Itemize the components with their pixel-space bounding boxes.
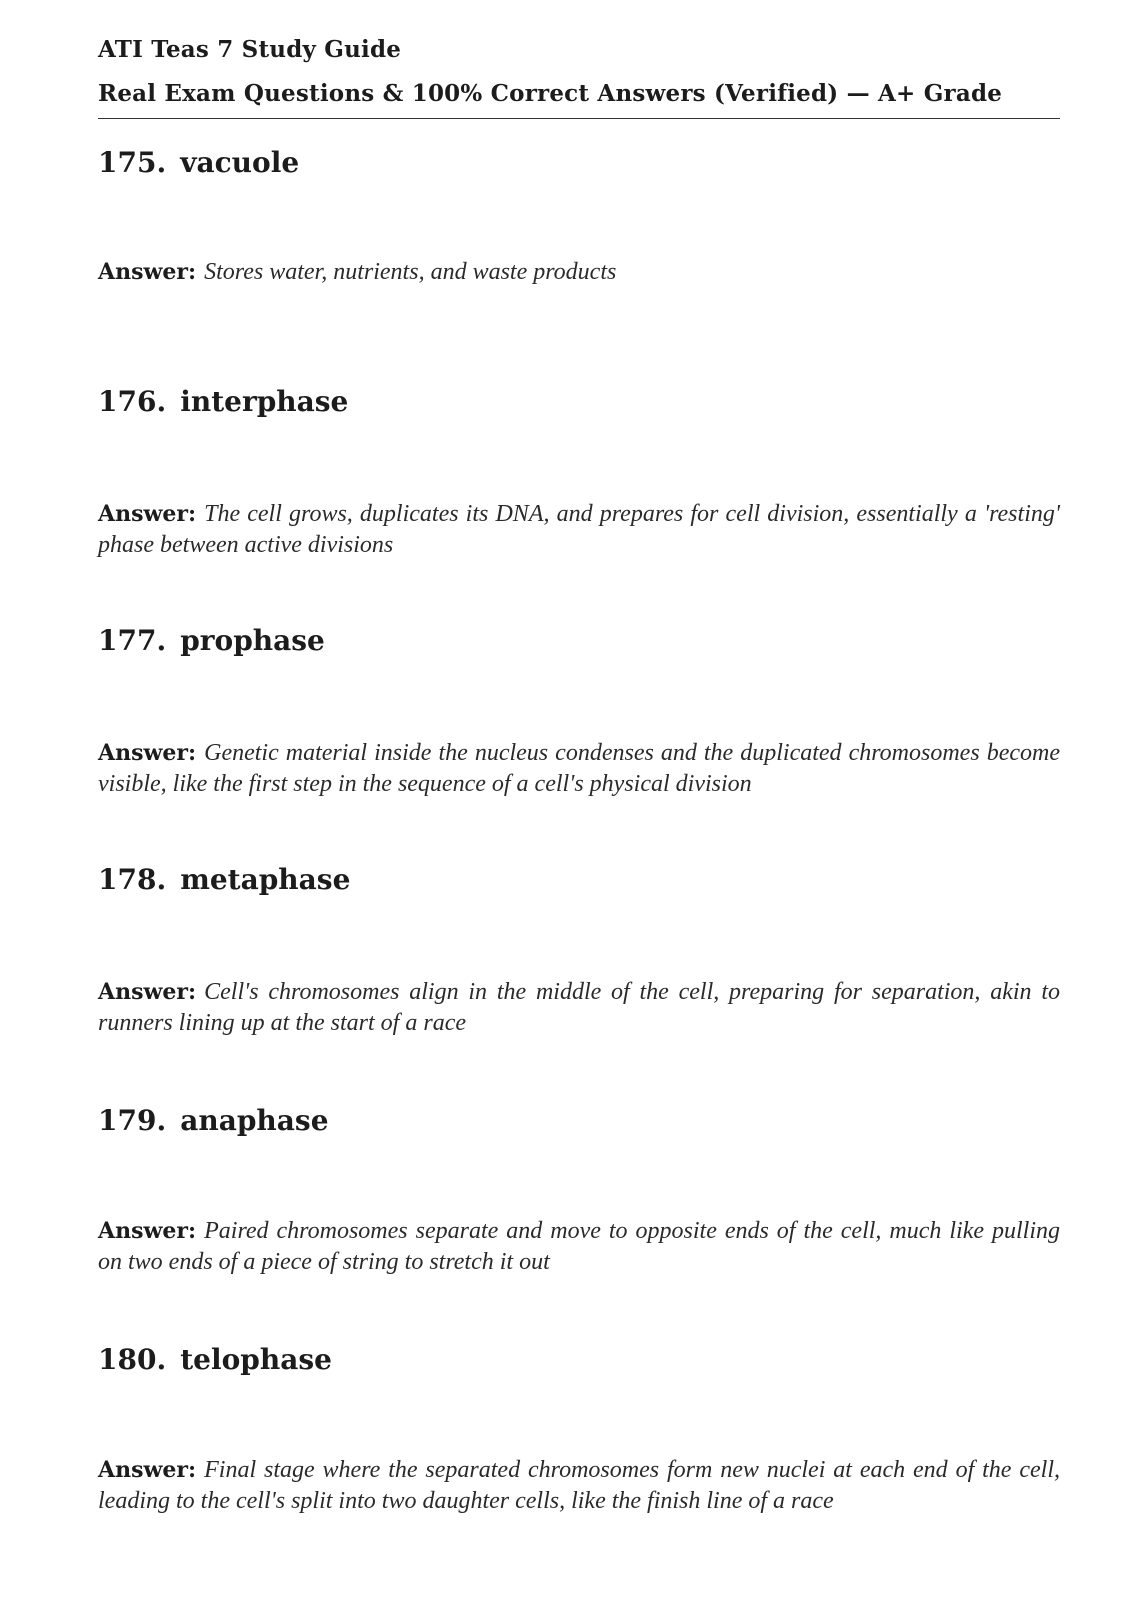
entry-answer xyxy=(98,977,1060,1039)
answer-label: Answer: xyxy=(98,979,197,1005)
entry-answer xyxy=(98,738,1060,800)
entry-number: 180. xyxy=(98,1343,167,1376)
entry-number: 178. xyxy=(98,863,167,896)
entry-term-text: anaphase xyxy=(180,1104,329,1137)
entry-answer xyxy=(98,499,1060,561)
document-subtitle: Real Exam Questions & 100% Correct Answers (Verified) — A+ Grade xyxy=(98,80,1003,107)
entry-term-text: interphase xyxy=(180,385,349,418)
entry-number: 179. xyxy=(98,1104,167,1137)
answer-text: Genetic material inside the nucleus condenses and the duplicated chromosomes become visible, like the first step in the sequence of a cell's physical division xyxy=(98,740,1060,797)
answer-label: Answer: xyxy=(98,740,197,766)
qa-entry xyxy=(98,1342,1060,1514)
answer-text: Paired chromosomes separate and move to opposite ends of the cell, much like pulling on two ends of a piece of string to stretch it out xyxy=(98,1218,1060,1275)
entry-term xyxy=(98,384,1060,420)
answer-label: Answer: xyxy=(98,501,197,527)
header-divider xyxy=(98,118,1060,119)
entry-term-text: prophase xyxy=(180,624,325,657)
entry-number: 176. xyxy=(98,385,167,418)
entry-answer xyxy=(98,1216,1060,1278)
entry-term xyxy=(98,1103,1060,1139)
answer-label: Answer: xyxy=(98,259,197,285)
entry-number: 177. xyxy=(98,624,167,657)
entry-term-text: vacuole xyxy=(180,146,300,179)
answer-text: Cell's chromosomes align in the middle of the cell, preparing for separation, akin to runners lining up at the start of a race xyxy=(98,979,1060,1036)
entry-term xyxy=(98,145,1060,181)
entry-term xyxy=(98,1342,1060,1378)
answer-label: Answer: xyxy=(98,1457,197,1483)
qa-entry xyxy=(98,623,1060,797)
entry-answer xyxy=(98,1455,1060,1517)
answer-text: The cell grows, duplicates its DNA, and prepares for cell division, essentially a 'resting' phase between active divisions xyxy=(98,501,1060,558)
entry-number: 175. xyxy=(98,146,167,179)
qa-entry xyxy=(98,145,1060,285)
entry-term xyxy=(98,862,1060,898)
qa-entry xyxy=(98,1103,1060,1275)
answer-label: Answer: xyxy=(98,1218,197,1244)
qa-entry xyxy=(98,384,1060,558)
entry-term-text: telophase xyxy=(180,1343,332,1376)
entry-term-text: metaphase xyxy=(180,863,351,896)
entry-term xyxy=(98,623,1060,659)
document-title: ATI Teas 7 Study Guide xyxy=(98,36,402,63)
entry-answer xyxy=(98,257,1060,288)
answer-text: Final stage where the separated chromosomes form new nuclei at each end of the cell, leading to the cell's split into two daughter cells, like the finish line of a race xyxy=(98,1457,1060,1514)
answer-text: Stores water, nutrients, and waste products xyxy=(204,259,617,285)
document-page xyxy=(98,28,1060,119)
qa-entry xyxy=(98,862,1060,1036)
